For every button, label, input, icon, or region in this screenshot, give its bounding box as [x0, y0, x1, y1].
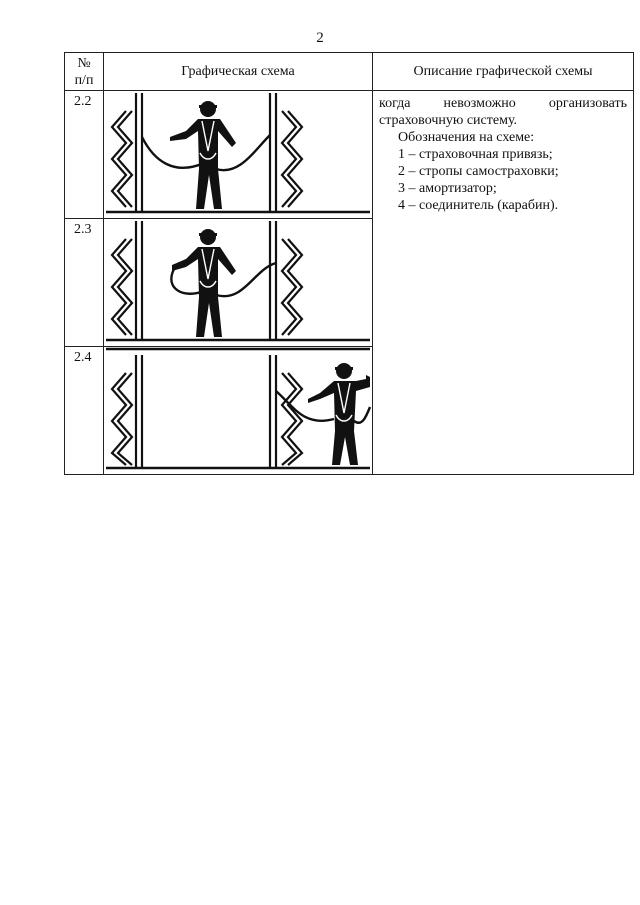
scheme-figure-2-2 — [104, 91, 373, 219]
row-number-2-4: 2.4 — [65, 347, 104, 475]
legend-title: Обозначения на схеме: — [398, 130, 535, 145]
legend-item: 1 – страховочная привязь; — [398, 147, 553, 162]
schemes-table — [64, 52, 634, 475]
scheme-figure-2-4 — [104, 347, 373, 475]
legend-item: 3 – амортизатор; — [398, 181, 497, 196]
header-number — [65, 53, 104, 91]
description-line-2: страховочную систему. — [379, 113, 518, 128]
description-cell — [373, 91, 634, 475]
worker-scheme-2-4-image — [104, 347, 372, 474]
header-number-label: № п/п — [74, 55, 94, 88]
worker-scheme-2-2-image — [104, 91, 372, 218]
legend-item: 2 – стропы самостраховки; — [398, 164, 559, 179]
row-number-2-3: 2.3 — [65, 219, 104, 347]
legend-item: 4 – соединитель (карабин). — [398, 198, 559, 213]
scheme-figure-2-3 — [104, 219, 373, 347]
worker-scheme-2-3-image — [104, 219, 372, 346]
header-scheme: Графическая схема — [104, 53, 373, 91]
table-row — [65, 91, 634, 219]
header-description: Описание графической схемы — [373, 53, 634, 91]
page-number: 2 — [316, 30, 324, 46]
row-number-2-2: 2.2 — [65, 91, 104, 219]
description-line-1: когда невозможно организовать — [379, 96, 627, 111]
table-header-row — [65, 53, 634, 91]
